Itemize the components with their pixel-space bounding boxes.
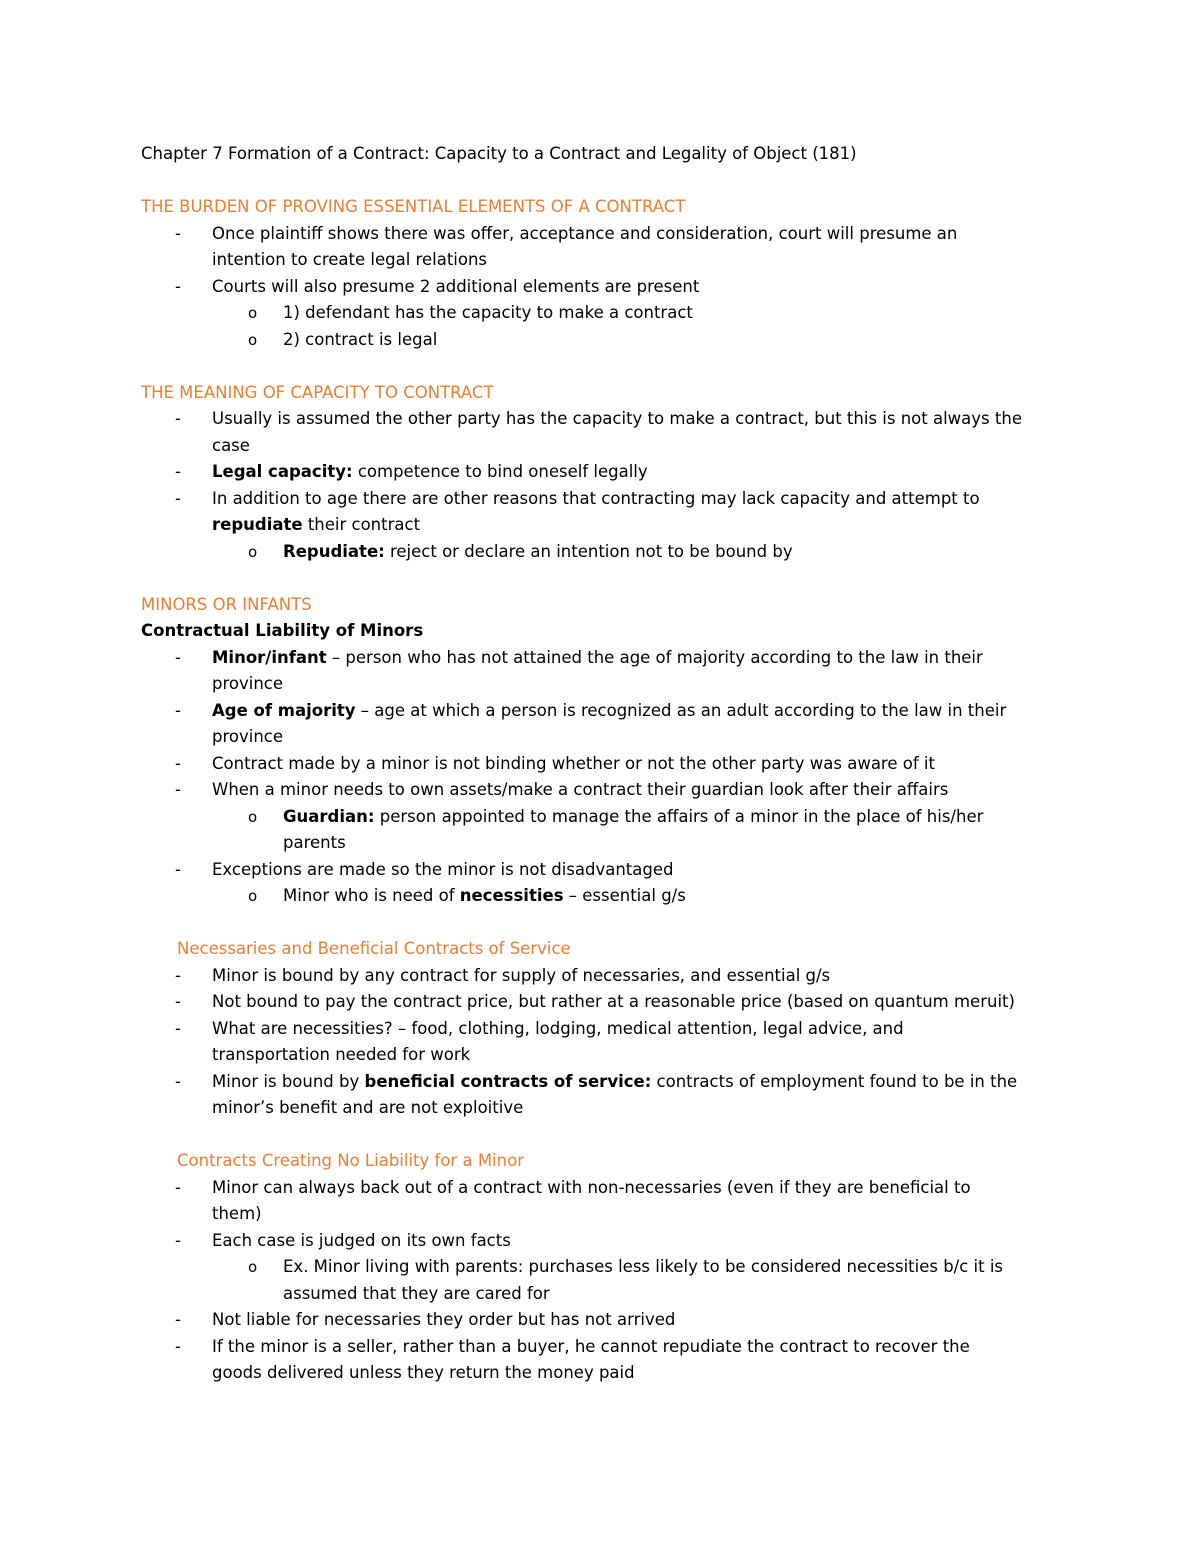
bullet: - Minor is bound by any contract for supply of necessaries, and essential g/s [141, 963, 1100, 990]
circle-marker: o [248, 807, 258, 826]
circle-marker: o [248, 304, 258, 322]
term: necessities [459, 886, 564, 905]
term: Legal capacity: [212, 462, 353, 481]
spacer [141, 565, 1100, 592]
dash-marker: - [175, 1310, 181, 1329]
circle-marker: o [248, 330, 258, 349]
bullet-continuation: intention to create legal relations [212, 250, 488, 269]
bullet: - Minor can always back out of a contract with non-necessaries (even if they are beneficial to [141, 1175, 1100, 1202]
dash-marker: - [175, 1177, 181, 1197]
spacer [141, 1122, 1100, 1149]
bullet-continuation: goods delivered unless they return the money paid [212, 1363, 635, 1382]
term: Minor/infant [212, 647, 327, 667]
bullet-continuation: minor’s benefit and are not exploitive [212, 1098, 524, 1117]
subheading-liability: Contractual Liability of Minors [141, 621, 424, 640]
bullet-continuation: them) [212, 1204, 262, 1223]
dash-marker: - [175, 462, 181, 481]
bullet: - When a minor needs to own assets/make a contract their guardian look after their affairs [141, 777, 1100, 804]
dash-marker: - [175, 780, 181, 799]
bullet: - Minor is bound by beneficial contracts of service: contracts of employment found to be in the [141, 1069, 1100, 1096]
dash-marker: - [175, 992, 181, 1011]
sub-bullet-continuation: assumed that they are cared for [283, 1283, 550, 1303]
sub-bullet: o Ex. Minor living with parents: purchases less likely to be considered necessities b/c it is [141, 1254, 1100, 1281]
spacer [141, 353, 1100, 380]
bullet: - Minor/infant – person who has not attained the age of majority according to the law in their [141, 645, 1100, 672]
sub-bullet: o Minor who is need of necessities – essential g/s [141, 883, 1100, 910]
sub-bullet: o Guardian: person appointed to manage the affairs of a minor in the place of his/her [141, 804, 1100, 831]
dash-marker: - [175, 753, 181, 773]
dash-marker: - [175, 859, 181, 879]
term: Repudiate: [283, 541, 385, 561]
dash-marker: - [175, 647, 181, 667]
bullet-continuation: transportation needed for work [212, 1045, 471, 1064]
sub-bullet: o 2) contract is legal [141, 327, 1100, 354]
spacer [141, 168, 1100, 195]
bullet: - Age of majority – age at which a person is recognized as an adult according to the law in their [141, 698, 1100, 725]
bullet: - Once plaintiff shows there was offer, acceptance and consideration, court will presume an [141, 221, 1100, 248]
bullet-continuation: province [212, 727, 284, 746]
circle-marker: o [248, 542, 258, 561]
bullet: - Not liable for necessaries they order but has not arrived [141, 1307, 1100, 1334]
section-heading-burden: THE BURDEN OF PROVING ESSENTIAL ELEMENTS OF A CONTRACT [141, 197, 686, 216]
term: repudiate [212, 515, 303, 534]
sub-bullet: o Repudiate: reject or declare an intention not to be bound by [141, 539, 1100, 566]
bullet: - Not bound to pay the contract price, but rather at a reasonable price (based on quantum meruit) [141, 989, 1100, 1016]
sub-bullet-continuation: parents [283, 833, 346, 852]
term: beneficial contracts of service: [364, 1071, 652, 1091]
bullet-continuation: province [212, 674, 284, 693]
bullet: - What are necessities? – food, clothing, lodging, medical attention, legal advice, and [141, 1016, 1100, 1043]
dash-marker: - [175, 223, 181, 243]
bullet: - In addition to age there are other reasons that contracting may lack capacity and attempt to [141, 486, 1100, 513]
dash-marker: - [175, 409, 181, 428]
bullet: - Each case is judged on its own facts [141, 1228, 1100, 1255]
section-heading-minors: MINORS OR INFANTS [141, 594, 312, 614]
section-heading-necessaries: Necessaries and Beneficial Contracts of Service [177, 939, 571, 958]
circle-marker: o [248, 1258, 258, 1276]
circle-marker: o [248, 887, 258, 905]
spacer [141, 910, 1100, 937]
dash-marker: - [175, 488, 181, 508]
dash-marker: - [175, 1018, 181, 1038]
bullet: - Usually is assumed the other party has the capacity to make a contract, but this is not always the [141, 406, 1100, 433]
term: Age of majority [212, 700, 356, 720]
sub-bullet: o 1) defendant has the capacity to make a contract [141, 300, 1100, 327]
term: Guardian: [283, 806, 375, 826]
section-heading-no-liability: Contracts Creating No Liability for a Minor [177, 1151, 524, 1170]
document-title: Chapter 7 Formation of a Contract: Capacity to a Contract and Legality of Object (181) [141, 144, 857, 163]
dash-marker: - [175, 1336, 181, 1356]
bullet: - Contract made by a minor is not binding whether or not the other party was aware of it [141, 751, 1100, 778]
dash-marker: - [175, 965, 181, 985]
dash-marker: - [175, 276, 181, 296]
dash-marker: - [175, 700, 181, 720]
section-heading-capacity: THE MEANING OF CAPACITY TO CONTRACT [141, 382, 494, 402]
bullet: - Courts will also presume 2 additional elements are present [141, 274, 1100, 301]
bullet: - Exceptions are made so the minor is not disadvantaged [141, 857, 1100, 884]
dash-marker: - [175, 1071, 181, 1091]
bullet: - If the minor is a seller, rather than a buyer, he cannot repudiate the contract to recover the [141, 1334, 1100, 1361]
bullet-continuation: case [212, 435, 250, 455]
bullet-continuation: repudiate their contract [212, 515, 421, 534]
bullet: - Legal capacity: competence to bind oneself legally [141, 459, 1100, 486]
dash-marker: - [175, 1230, 181, 1250]
